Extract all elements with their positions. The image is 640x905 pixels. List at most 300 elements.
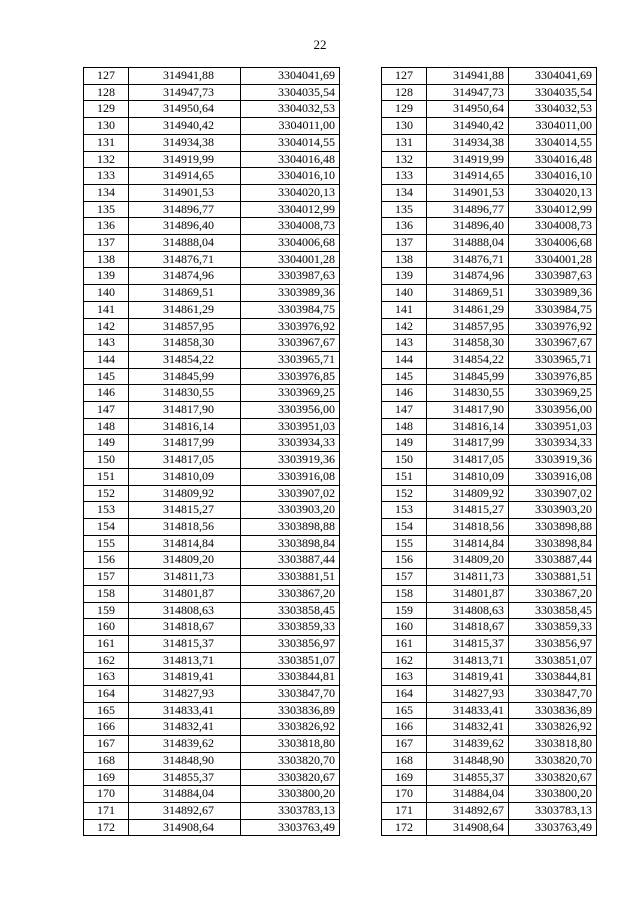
point-number-cell: 168	[382, 752, 427, 769]
y-coordinate-cell: 3303847,70	[509, 686, 597, 703]
coordinates-table-right	[381, 67, 597, 836]
y-coordinate-cell: 3303783,13	[509, 802, 597, 819]
table-row	[382, 736, 597, 753]
point-number-cell: 134	[382, 184, 427, 201]
x-coordinate-cell: 314817,99	[129, 435, 241, 452]
point-number-cell: 127	[84, 68, 129, 85]
y-coordinate-cell: 3303969,25	[509, 385, 597, 402]
x-coordinate-cell: 314858,30	[427, 335, 509, 352]
table-row	[382, 318, 597, 335]
point-number-cell: 133	[84, 168, 129, 185]
x-coordinate-cell: 314811,73	[427, 569, 509, 586]
table-row	[382, 351, 597, 368]
y-coordinate-cell: 3303903,20	[509, 502, 597, 519]
point-number-cell: 141	[84, 301, 129, 318]
x-coordinate-cell: 314813,71	[129, 652, 241, 669]
y-coordinate-cell: 3304001,28	[509, 251, 597, 268]
point-number-cell: 147	[382, 402, 427, 419]
table-row	[84, 368, 340, 385]
table-row	[382, 702, 597, 719]
table-row	[382, 418, 597, 435]
x-coordinate-cell: 314818,67	[129, 619, 241, 636]
table-row	[84, 351, 340, 368]
x-coordinate-cell: 314827,93	[129, 686, 241, 703]
x-coordinate-cell: 314896,77	[129, 201, 241, 218]
table-row	[84, 686, 340, 703]
table-row	[382, 268, 597, 285]
y-coordinate-cell: 3303987,63	[241, 268, 340, 285]
table-row	[84, 652, 340, 669]
y-coordinate-cell: 3303965,71	[509, 351, 597, 368]
table-row	[382, 802, 597, 819]
y-coordinate-cell: 3304012,99	[509, 201, 597, 218]
y-coordinate-cell: 3303820,70	[241, 752, 340, 769]
x-coordinate-cell: 314884,04	[129, 786, 241, 803]
y-coordinate-cell: 3304016,10	[509, 168, 597, 185]
x-coordinate-cell: 314940,42	[427, 118, 509, 135]
y-coordinate-cell: 3304006,68	[241, 235, 340, 252]
y-coordinate-cell: 3303851,07	[509, 652, 597, 669]
x-coordinate-cell: 314857,95	[129, 318, 241, 335]
point-number-cell: 162	[84, 652, 129, 669]
table-row	[84, 769, 340, 786]
y-coordinate-cell: 3303820,70	[509, 752, 597, 769]
table-row	[382, 686, 597, 703]
point-number-cell: 134	[84, 184, 129, 201]
y-coordinate-cell: 3303976,92	[509, 318, 597, 335]
y-coordinate-cell: 3303919,36	[509, 452, 597, 469]
y-coordinate-cell: 3303836,89	[509, 702, 597, 719]
y-coordinate-cell: 3303783,13	[241, 802, 340, 819]
x-coordinate-cell: 314832,41	[129, 719, 241, 736]
point-number-cell: 138	[84, 251, 129, 268]
point-number-cell: 135	[382, 201, 427, 218]
point-number-cell: 164	[84, 686, 129, 703]
point-number-cell: 131	[84, 134, 129, 151]
x-coordinate-cell: 314813,71	[427, 652, 509, 669]
y-coordinate-cell: 3304020,13	[509, 184, 597, 201]
point-number-cell: 148	[382, 418, 427, 435]
table-row	[382, 518, 597, 535]
table-row	[84, 569, 340, 586]
y-coordinate-cell: 3303951,03	[241, 418, 340, 435]
point-number-cell: 149	[84, 435, 129, 452]
y-coordinate-cell: 3303907,02	[509, 485, 597, 502]
y-coordinate-cell: 3303984,75	[509, 301, 597, 318]
y-coordinate-cell: 3304035,54	[241, 84, 340, 101]
x-coordinate-cell: 314818,67	[427, 619, 509, 636]
point-number-cell: 168	[84, 752, 129, 769]
point-number-cell: 136	[84, 218, 129, 235]
point-number-cell: 137	[84, 235, 129, 252]
x-coordinate-cell: 314947,73	[129, 84, 241, 101]
x-coordinate-cell: 314941,88	[427, 68, 509, 85]
table-row	[382, 101, 597, 118]
point-number-cell: 144	[84, 351, 129, 368]
point-number-cell: 133	[382, 168, 427, 185]
x-coordinate-cell: 314857,95	[427, 318, 509, 335]
point-number-cell: 169	[382, 769, 427, 786]
point-number-cell: 157	[382, 569, 427, 586]
point-number-cell: 143	[84, 335, 129, 352]
x-coordinate-cell: 314914,65	[129, 168, 241, 185]
point-number-cell: 146	[382, 385, 427, 402]
x-coordinate-cell: 314947,73	[427, 84, 509, 101]
y-coordinate-cell: 3303887,44	[241, 552, 340, 569]
table-row	[382, 619, 597, 636]
point-number-cell: 163	[84, 669, 129, 686]
x-coordinate-cell: 314810,09	[129, 468, 241, 485]
x-coordinate-cell: 314845,99	[427, 368, 509, 385]
table-row	[84, 502, 340, 519]
x-coordinate-cell: 314896,40	[129, 218, 241, 235]
table-row	[382, 669, 597, 686]
y-coordinate-cell: 3303919,36	[241, 452, 340, 469]
coordinates-table-left	[83, 67, 340, 836]
table-row	[382, 218, 597, 235]
y-coordinate-cell: 3303826,92	[241, 719, 340, 736]
x-coordinate-cell: 314874,96	[129, 268, 241, 285]
table-row	[382, 502, 597, 519]
point-number-cell: 132	[382, 151, 427, 168]
x-coordinate-cell: 314941,88	[129, 68, 241, 85]
point-number-cell: 137	[382, 235, 427, 252]
y-coordinate-cell: 3303818,80	[509, 736, 597, 753]
table-row	[382, 368, 597, 385]
x-coordinate-cell: 314854,22	[427, 351, 509, 368]
y-coordinate-cell: 3303826,92	[509, 719, 597, 736]
point-number-cell: 160	[382, 619, 427, 636]
table-row	[84, 101, 340, 118]
y-coordinate-cell: 3304041,69	[241, 68, 340, 85]
table-row	[84, 335, 340, 352]
table-row	[382, 752, 597, 769]
table-row	[382, 719, 597, 736]
point-number-cell: 172	[84, 819, 129, 836]
point-number-cell: 135	[84, 201, 129, 218]
x-coordinate-cell: 314809,92	[427, 485, 509, 502]
x-coordinate-cell: 314940,42	[129, 118, 241, 135]
point-number-cell: 143	[382, 335, 427, 352]
y-coordinate-cell: 3303956,00	[509, 402, 597, 419]
point-number-cell: 164	[382, 686, 427, 703]
point-number-cell: 129	[382, 101, 427, 118]
y-coordinate-cell: 3303903,20	[241, 502, 340, 519]
x-coordinate-cell: 314816,14	[427, 418, 509, 435]
table-row	[84, 268, 340, 285]
point-number-cell: 159	[382, 602, 427, 619]
x-coordinate-cell: 314819,41	[129, 669, 241, 686]
y-coordinate-cell: 3303967,67	[509, 335, 597, 352]
point-number-cell: 139	[382, 268, 427, 285]
point-number-cell: 127	[382, 68, 427, 85]
x-coordinate-cell: 314817,05	[427, 452, 509, 469]
page-number: 22	[313, 37, 327, 52]
table-row	[382, 168, 597, 185]
table-row	[84, 819, 340, 836]
point-number-cell: 132	[84, 151, 129, 168]
y-coordinate-cell: 3303858,45	[241, 602, 340, 619]
y-coordinate-cell: 3303851,07	[241, 652, 340, 669]
x-coordinate-cell: 314848,90	[427, 752, 509, 769]
table-row	[84, 602, 340, 619]
table-row	[382, 585, 597, 602]
y-coordinate-cell: 3304020,13	[241, 184, 340, 201]
point-number-cell: 165	[382, 702, 427, 719]
y-coordinate-cell: 3303763,49	[509, 819, 597, 836]
table-row	[84, 485, 340, 502]
x-coordinate-cell: 314839,62	[129, 736, 241, 753]
point-number-cell: 150	[84, 452, 129, 469]
table-row	[84, 786, 340, 803]
point-number-cell: 161	[382, 635, 427, 652]
table-row	[382, 535, 597, 552]
x-coordinate-cell: 314818,56	[427, 518, 509, 535]
x-coordinate-cell: 314848,90	[129, 752, 241, 769]
y-coordinate-cell: 3303898,88	[509, 518, 597, 535]
y-coordinate-cell: 3304041,69	[509, 68, 597, 85]
table-row	[382, 201, 597, 218]
x-coordinate-cell: 314815,37	[129, 635, 241, 652]
table-row	[382, 402, 597, 419]
table-row	[382, 819, 597, 836]
point-number-cell: 166	[382, 719, 427, 736]
y-coordinate-cell: 3303984,75	[241, 301, 340, 318]
x-coordinate-cell: 314811,73	[129, 569, 241, 586]
x-coordinate-cell: 314914,65	[427, 168, 509, 185]
x-coordinate-cell: 314888,04	[129, 235, 241, 252]
table-row	[84, 68, 340, 85]
y-coordinate-cell: 3303800,20	[509, 786, 597, 803]
point-number-cell: 154	[84, 518, 129, 535]
point-number-cell: 157	[84, 569, 129, 586]
table-row	[84, 702, 340, 719]
point-number-cell: 147	[84, 402, 129, 419]
table-row	[84, 201, 340, 218]
y-coordinate-cell: 3303987,63	[509, 268, 597, 285]
x-coordinate-cell: 314855,37	[129, 769, 241, 786]
y-coordinate-cell: 3304016,48	[509, 151, 597, 168]
y-coordinate-cell: 3303934,33	[509, 435, 597, 452]
x-coordinate-cell: 314908,64	[427, 819, 509, 836]
y-coordinate-cell: 3303800,20	[241, 786, 340, 803]
table-row	[84, 719, 340, 736]
point-number-cell: 158	[382, 585, 427, 602]
table-row	[84, 552, 340, 569]
y-coordinate-cell: 3304035,54	[509, 84, 597, 101]
point-number-cell: 145	[84, 368, 129, 385]
x-coordinate-cell: 314808,63	[427, 602, 509, 619]
y-coordinate-cell: 3304006,68	[509, 235, 597, 252]
table-row	[382, 285, 597, 302]
x-coordinate-cell: 314855,37	[427, 769, 509, 786]
x-coordinate-cell: 314892,67	[427, 802, 509, 819]
y-coordinate-cell: 3303898,84	[241, 535, 340, 552]
table-row	[382, 335, 597, 352]
point-number-cell: 151	[84, 468, 129, 485]
point-number-cell: 167	[84, 736, 129, 753]
y-coordinate-cell: 3303976,85	[241, 368, 340, 385]
point-number-cell: 171	[382, 802, 427, 819]
x-coordinate-cell: 314801,87	[427, 585, 509, 602]
x-coordinate-cell: 314814,84	[427, 535, 509, 552]
y-coordinate-cell: 3303989,36	[509, 285, 597, 302]
table-row	[382, 251, 597, 268]
table-row	[382, 235, 597, 252]
point-number-cell: 165	[84, 702, 129, 719]
x-coordinate-cell: 314919,99	[129, 151, 241, 168]
x-coordinate-cell: 314876,71	[427, 251, 509, 268]
x-coordinate-cell: 314810,09	[427, 468, 509, 485]
point-number-cell: 142	[382, 318, 427, 335]
x-coordinate-cell: 314908,64	[129, 819, 241, 836]
x-coordinate-cell: 314833,41	[129, 702, 241, 719]
x-coordinate-cell: 314934,38	[129, 134, 241, 151]
y-coordinate-cell: 3303820,67	[241, 769, 340, 786]
y-coordinate-cell: 3303881,51	[241, 569, 340, 586]
point-number-cell: 151	[382, 468, 427, 485]
x-coordinate-cell: 314869,51	[129, 285, 241, 302]
table-row	[84, 84, 340, 101]
y-coordinate-cell: 3304012,99	[241, 201, 340, 218]
y-coordinate-cell: 3303867,20	[509, 585, 597, 602]
table-row	[382, 118, 597, 135]
x-coordinate-cell: 314950,64	[129, 101, 241, 118]
y-coordinate-cell: 3303858,45	[509, 602, 597, 619]
y-coordinate-cell: 3304011,00	[509, 118, 597, 135]
x-coordinate-cell: 314809,20	[129, 552, 241, 569]
table-row	[84, 134, 340, 151]
table-row	[382, 134, 597, 151]
table-row	[84, 318, 340, 335]
table-row	[84, 235, 340, 252]
table-row	[84, 402, 340, 419]
point-number-cell: 156	[382, 552, 427, 569]
point-number-cell: 156	[84, 552, 129, 569]
table-row	[84, 518, 340, 535]
point-number-cell: 160	[84, 619, 129, 636]
point-number-cell: 142	[84, 318, 129, 335]
table-row	[382, 552, 597, 569]
point-number-cell: 144	[382, 351, 427, 368]
point-number-cell: 167	[382, 736, 427, 753]
y-coordinate-cell: 3303847,70	[241, 686, 340, 703]
y-coordinate-cell: 3303820,67	[509, 769, 597, 786]
point-number-cell: 148	[84, 418, 129, 435]
y-coordinate-cell: 3304008,73	[509, 218, 597, 235]
table-row	[382, 68, 597, 85]
table-row	[382, 485, 597, 502]
x-coordinate-cell: 314816,14	[129, 418, 241, 435]
y-coordinate-cell: 3304011,00	[241, 118, 340, 135]
x-coordinate-cell: 314884,04	[427, 786, 509, 803]
table-row	[84, 802, 340, 819]
x-coordinate-cell: 314845,99	[129, 368, 241, 385]
point-number-cell: 129	[84, 101, 129, 118]
table-row	[382, 769, 597, 786]
table-row	[84, 218, 340, 235]
point-number-cell: 162	[382, 652, 427, 669]
table-row	[84, 184, 340, 201]
point-number-cell: 128	[84, 84, 129, 101]
table-row	[382, 385, 597, 402]
x-coordinate-cell: 314896,77	[427, 201, 509, 218]
y-coordinate-cell: 3303976,92	[241, 318, 340, 335]
table-row	[382, 301, 597, 318]
x-coordinate-cell: 314950,64	[427, 101, 509, 118]
x-coordinate-cell: 314839,62	[427, 736, 509, 753]
point-number-cell: 150	[382, 452, 427, 469]
table-row	[84, 452, 340, 469]
y-coordinate-cell: 3303856,97	[509, 635, 597, 652]
x-coordinate-cell: 314817,90	[129, 402, 241, 419]
table-row	[84, 118, 340, 135]
y-coordinate-cell: 3303956,00	[241, 402, 340, 419]
x-coordinate-cell: 314861,29	[427, 301, 509, 318]
x-coordinate-cell: 314817,99	[427, 435, 509, 452]
y-coordinate-cell: 3303934,33	[241, 435, 340, 452]
x-coordinate-cell: 314888,04	[427, 235, 509, 252]
table-row	[382, 184, 597, 201]
table-row	[382, 602, 597, 619]
table-row	[84, 251, 340, 268]
point-number-cell: 130	[84, 118, 129, 135]
x-coordinate-cell: 314815,27	[129, 502, 241, 519]
point-number-cell: 169	[84, 769, 129, 786]
point-number-cell: 154	[382, 518, 427, 535]
point-number-cell: 166	[84, 719, 129, 736]
table-row	[84, 285, 340, 302]
point-number-cell: 136	[382, 218, 427, 235]
y-coordinate-cell: 3303916,08	[509, 468, 597, 485]
y-coordinate-cell: 3303969,25	[241, 385, 340, 402]
y-coordinate-cell: 3303844,81	[509, 669, 597, 686]
table-row	[84, 385, 340, 402]
y-coordinate-cell: 3303859,33	[509, 619, 597, 636]
y-coordinate-cell: 3303867,20	[241, 585, 340, 602]
y-coordinate-cell: 3303856,97	[241, 635, 340, 652]
table-row	[382, 786, 597, 803]
point-number-cell: 140	[84, 285, 129, 302]
table-row	[382, 452, 597, 469]
x-coordinate-cell: 314817,90	[427, 402, 509, 419]
y-coordinate-cell: 3304014,55	[241, 134, 340, 151]
x-coordinate-cell: 314874,96	[427, 268, 509, 285]
x-coordinate-cell: 314815,27	[427, 502, 509, 519]
point-number-cell: 130	[382, 118, 427, 135]
y-coordinate-cell: 3304032,53	[509, 101, 597, 118]
table-row	[84, 301, 340, 318]
point-number-cell: 141	[382, 301, 427, 318]
point-number-cell: 171	[84, 802, 129, 819]
y-coordinate-cell: 3303818,80	[241, 736, 340, 753]
point-number-cell: 170	[84, 786, 129, 803]
table-row	[84, 736, 340, 753]
table-row	[84, 585, 340, 602]
y-coordinate-cell: 3303907,02	[241, 485, 340, 502]
x-coordinate-cell: 314861,29	[129, 301, 241, 318]
x-coordinate-cell: 314876,71	[129, 251, 241, 268]
table-row	[84, 468, 340, 485]
x-coordinate-cell: 314919,99	[427, 151, 509, 168]
point-number-cell: 140	[382, 285, 427, 302]
y-coordinate-cell: 3303898,84	[509, 535, 597, 552]
x-coordinate-cell: 314809,20	[427, 552, 509, 569]
point-number-cell: 161	[84, 635, 129, 652]
x-coordinate-cell: 314869,51	[427, 285, 509, 302]
y-coordinate-cell: 3303989,36	[241, 285, 340, 302]
x-coordinate-cell: 314901,53	[129, 184, 241, 201]
